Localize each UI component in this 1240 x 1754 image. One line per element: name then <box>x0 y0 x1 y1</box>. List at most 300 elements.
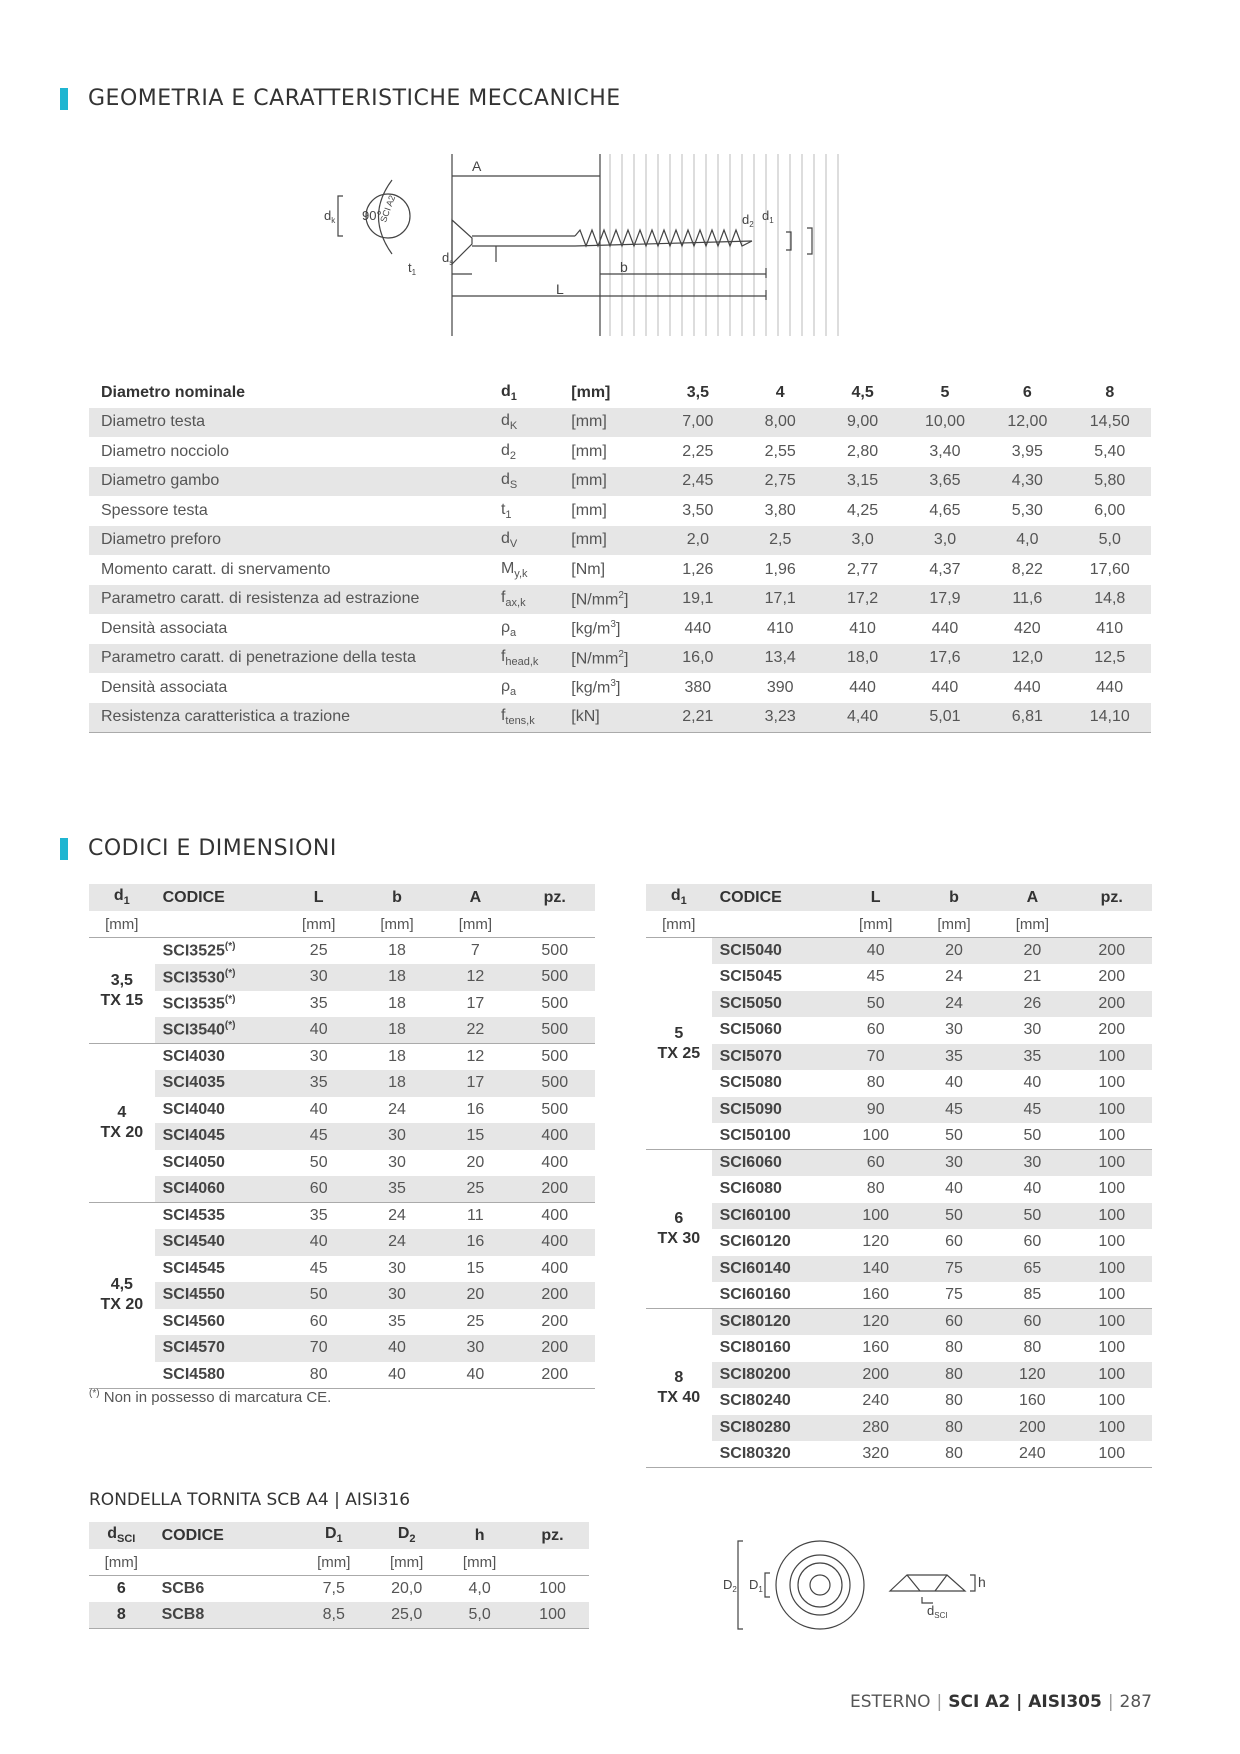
svg-text:90°: 90° <box>362 208 382 223</box>
cell-pz: 500 <box>541 942 569 959</box>
mech-row-value: 8,22 <box>1011 560 1043 578</box>
cell-pz: 100 <box>1072 1415 1152 1442</box>
product-code: SCI4045 <box>155 1123 280 1150</box>
table-row <box>646 1441 1152 1468</box>
cell-A: 65 <box>993 1256 1071 1283</box>
cell-L: 40 <box>837 938 915 965</box>
cell-b: 80 <box>945 1392 963 1410</box>
svg-text:D2: $D_2$ <box>723 1577 737 1594</box>
mech-row-symbol: $d_S$ <box>500 471 518 492</box>
mech-row-value: 1,96 <box>764 560 796 578</box>
mech-row <box>89 496 1151 526</box>
product-code: SCI4560 <box>162 1312 225 1330</box>
cell-A: 25 <box>466 1312 485 1330</box>
group-label: 6 TX 30 <box>646 1150 712 1309</box>
footer: ESTERNO | SCI A2 | AISI305 | 287 <box>849 1692 1152 1712</box>
mech-row-symbol: $f_{head,k}$ <box>500 648 539 669</box>
cell-b: 18 <box>358 1070 436 1097</box>
mech-row-value: 2,75 <box>764 472 796 490</box>
mech-row-symbol: $d_K$ <box>500 412 518 433</box>
mech-row-value: 11,6 <box>1012 590 1043 608</box>
product-code: SCI5045 <box>719 968 782 986</box>
mech-row-value: 12,00 <box>1007 413 1048 431</box>
table-row <box>89 1335 595 1362</box>
svg-text:ds: $d_s$ <box>442 250 454 267</box>
unit-label: [mm] <box>358 911 436 938</box>
cell-pz: 100 <box>1072 1256 1152 1283</box>
mech-row-value: 4,25 <box>847 501 879 519</box>
table-row <box>89 964 595 991</box>
mech-row-value: 440 <box>931 619 959 637</box>
svg-text:b: b <box>620 259 628 275</box>
mech-row-symbol: $d_V$ <box>500 530 518 551</box>
cell-A: 50 <box>993 1123 1071 1150</box>
mech-row <box>89 644 1151 674</box>
mech-row-value: 17,60 <box>1089 560 1130 578</box>
table-row <box>89 1602 589 1629</box>
col-D1: $D_1$ <box>297 1522 370 1549</box>
cell-A: 20 <box>993 938 1071 965</box>
cell-pz: 100 <box>516 1602 589 1629</box>
cell-b: 60 <box>945 1233 963 1251</box>
table-row <box>646 1070 1152 1097</box>
cell-L: 40 <box>280 1017 358 1044</box>
mech-row-value: 410 <box>766 619 794 637</box>
cell-A: 25 <box>436 1176 514 1203</box>
mech-row-value: 3,0 <box>851 531 874 549</box>
cell-pz: 100 <box>1098 1392 1126 1410</box>
mech-row-name: Densità associata <box>101 619 228 637</box>
svg-text:dk: $d_k$ <box>324 208 336 225</box>
mech-row-value: 390 <box>766 678 794 696</box>
mech-row-value: 440 <box>1096 678 1124 696</box>
cell-D1: 8,5 <box>297 1602 370 1629</box>
cell-pz: 100 <box>1072 1282 1152 1309</box>
product-code: SCI4535 <box>162 1207 225 1224</box>
group-label: 8 TX 40 <box>646 1309 712 1468</box>
mech-row-unit: $[kg/m^3]$ <box>571 619 621 638</box>
mech-row-value: 4,30 <box>1011 472 1043 490</box>
mech-row-name: Diametro gambo <box>101 472 220 490</box>
cell-b: 18 <box>388 994 406 1012</box>
cell-L: 100 <box>837 1123 915 1150</box>
svg-text:d2: $d_2$ <box>742 212 754 229</box>
table-row <box>89 1017 595 1044</box>
cell-D1: 7,5 <box>322 1580 345 1597</box>
table-row <box>89 1576 589 1603</box>
washer-table <box>89 1522 589 1629</box>
mech-row <box>89 673 1151 703</box>
table-row <box>89 938 595 965</box>
cell-dsci: 8 <box>89 1602 154 1629</box>
cell-b: 40 <box>945 1074 963 1092</box>
cell-b: 60 <box>915 1309 993 1336</box>
cell-pz: 200 <box>1072 938 1152 965</box>
mech-row <box>89 408 1151 438</box>
product-code: SCI4060 <box>155 1176 280 1203</box>
washer-units-row <box>89 1549 589 1576</box>
cell-pz: 100 <box>1098 1339 1126 1357</box>
col-pz: pz. <box>516 1522 589 1549</box>
col-b: b <box>358 884 436 911</box>
cell-b: 50 <box>915 1203 993 1230</box>
cell-b: 24 <box>915 991 993 1018</box>
cell-pz: 100 <box>1072 1441 1152 1468</box>
product-code: SCI5070 <box>712 1044 837 1071</box>
mech-row-value: 4,65 <box>929 501 961 519</box>
mech-row-value: 3,95 <box>1011 442 1043 460</box>
table-row <box>646 1362 1152 1389</box>
cell-pz: 200 <box>1098 1021 1126 1039</box>
mech-row-value: 5,0 <box>1098 531 1121 549</box>
cell-b: 24 <box>388 1207 406 1224</box>
table-row <box>646 1335 1152 1362</box>
mech-header-row <box>89 378 1151 408</box>
table-row <box>646 1309 1152 1336</box>
mech-row-value: 410 <box>1096 619 1124 637</box>
mech-row-unit: $[N/mm^2]$ <box>571 648 629 667</box>
product-code: SCI5050 <box>712 991 837 1018</box>
cell-dsci: 6 <box>116 1580 126 1597</box>
cell-A: 20 <box>466 1153 485 1171</box>
cell-A: 16 <box>436 1229 514 1256</box>
mech-row <box>89 614 1151 644</box>
table-row <box>646 938 1152 965</box>
cell-L: 35 <box>309 994 328 1012</box>
product-code: SCI3540(*) <box>155 1017 280 1044</box>
product-code: SCI5060 <box>719 1021 782 1039</box>
col-dsci: $d_{SCI}$ <box>89 1522 154 1549</box>
mech-row-symbol: $d_2$ <box>500 441 516 462</box>
table-row <box>89 1097 595 1124</box>
cell-b: 18 <box>358 964 436 991</box>
codes-header-row <box>646 884 1152 911</box>
svg-text:L: L <box>556 281 564 297</box>
product-code: SCI4550 <box>155 1282 280 1309</box>
cell-pz: 200 <box>1072 991 1152 1018</box>
mech-row-value: 14,10 <box>1089 708 1130 725</box>
washer-title: RONDELLA TORNITA SCB A4 | AISI316 <box>89 1490 411 1510</box>
mech-row-symbol: $\rho_a$ <box>500 618 517 639</box>
mech-row <box>89 555 1151 585</box>
mech-row-value: 4,0 <box>1016 531 1039 549</box>
mech-row-value: 420 <box>1013 619 1041 637</box>
cell-h: 4,0 <box>468 1580 491 1597</box>
product-code: SCI60120 <box>719 1233 791 1251</box>
product-code: SCB8 <box>154 1602 298 1629</box>
unit-label: [mm] <box>837 911 915 938</box>
cell-pz: 100 <box>1098 1074 1126 1092</box>
cell-A: 35 <box>993 1044 1071 1071</box>
cell-pz: 500 <box>515 964 595 991</box>
cell-b: 80 <box>915 1415 993 1442</box>
mech-row-value: 9,00 <box>847 413 879 431</box>
cell-L: 40 <box>280 1229 358 1256</box>
col-pz: pz. <box>1072 884 1152 911</box>
col-A: A <box>993 884 1071 911</box>
mech-row-value: 440 <box>684 619 712 637</box>
cell-b: 30 <box>915 1150 993 1177</box>
mech-row-value: 18,0 <box>847 649 879 667</box>
cell-L: 140 <box>837 1256 915 1283</box>
product-code: SCI4545 <box>162 1259 225 1277</box>
mech-row-value: 3,0 <box>933 531 957 549</box>
table-row <box>646 1203 1152 1230</box>
table-row <box>646 1415 1152 1442</box>
unit-label: [mm] <box>89 911 155 938</box>
accent-bar <box>60 88 68 110</box>
unit-label: [mm] <box>646 911 712 938</box>
product-code: SCI4050 <box>162 1153 225 1171</box>
cell-b: 30 <box>388 1259 406 1277</box>
product-code: SCI4035 <box>155 1070 280 1097</box>
product-code: SCI80320 <box>712 1441 837 1468</box>
table-row <box>646 1017 1152 1044</box>
mech-row-value: 4,40 <box>847 708 879 725</box>
col-A: A <box>436 884 514 911</box>
group-label: 4,5 TX 20 <box>89 1203 155 1389</box>
mech-row-value: 3,80 <box>764 501 796 519</box>
cell-A: 50 <box>993 1203 1071 1230</box>
screw-diagram <box>300 150 950 340</box>
accent-bar <box>60 838 68 860</box>
mech-row-value: 5,01 <box>929 708 961 725</box>
cell-A: 20 <box>436 1282 514 1309</box>
cell-A: 15 <box>436 1123 514 1150</box>
footer-product: SCI A2 | AISI305 <box>948 1692 1102 1712</box>
product-code: SCI3530(*) <box>155 964 280 991</box>
codes-header-row <box>89 884 595 911</box>
table-row <box>89 1309 595 1336</box>
cell-L: 80 <box>866 1074 885 1092</box>
mech-row-value: 2,55 <box>764 442 796 460</box>
col-pz: pz. <box>515 884 595 911</box>
mech-row-symbol: $\rho_a$ <box>500 677 517 698</box>
product-code: SCI3525(*) <box>162 941 236 960</box>
cell-b: 35 <box>388 1312 406 1330</box>
mech-header-value: 8 <box>1105 383 1115 401</box>
codes-table-right <box>646 884 1152 1468</box>
product-code: SCI50100 <box>712 1123 837 1150</box>
cell-A: 40 <box>1023 1180 1042 1198</box>
cell-A: 17 <box>436 1070 514 1097</box>
cell-b: 40 <box>358 1335 436 1362</box>
mech-row-value: 10,00 <box>924 413 965 431</box>
cell-pz: 100 <box>1072 1309 1152 1336</box>
table-row <box>646 964 1152 991</box>
product-code: SCI4570 <box>155 1335 280 1362</box>
cell-L: 35 <box>309 1207 328 1224</box>
cell-pz: 100 <box>1072 1203 1152 1230</box>
cell-A: 12 <box>466 1048 485 1065</box>
mech-header-value: 4 <box>775 383 785 401</box>
cell-A: 60 <box>993 1309 1071 1336</box>
cell-L: 80 <box>280 1362 358 1389</box>
table-row <box>89 1203 595 1230</box>
mech-row-symbol: $M_{y,k}$ <box>500 559 528 580</box>
col-h: h <box>443 1522 516 1549</box>
cell-A: 200 <box>993 1415 1071 1442</box>
product-code: SCI80280 <box>712 1415 837 1442</box>
product-code: SCI5090 <box>712 1097 837 1124</box>
mech-row-value: 5,40 <box>1094 442 1126 460</box>
mech-row-value: 12,5 <box>1094 649 1126 667</box>
product-code: SCI80120 <box>712 1309 837 1336</box>
mech-row-value: 3,50 <box>682 501 714 519</box>
mech-row-value: 17,9 <box>929 590 961 608</box>
cell-h: 5,0 <box>443 1602 516 1629</box>
cell-b: 75 <box>915 1256 993 1283</box>
cell-A: 12 <box>436 964 514 991</box>
mech-row-value: 8,00 <box>764 413 796 431</box>
cell-pz: 400 <box>515 1229 595 1256</box>
product-code: SCI5080 <box>719 1074 782 1092</box>
cell-L: 80 <box>866 1180 885 1198</box>
cell-A: 22 <box>436 1017 514 1044</box>
mech-row-value: 410 <box>849 619 876 637</box>
mech-row-value: 17,2 <box>847 590 879 608</box>
unit-label: [mm] <box>89 1549 154 1576</box>
cell-L: 60 <box>866 1021 885 1039</box>
mech-row <box>89 437 1151 467</box>
cell-pz: 200 <box>515 1176 595 1203</box>
cell-b: 30 <box>358 1123 436 1150</box>
svg-text:D1: $D_1$ <box>749 1577 763 1594</box>
table-row <box>89 1229 595 1256</box>
cell-D2: 20,0 <box>391 1580 423 1597</box>
cell-pz: 400 <box>541 1207 569 1224</box>
cell-pz: 500 <box>541 1048 569 1065</box>
cell-b: 18 <box>388 1048 406 1065</box>
cell-L: 50 <box>837 991 915 1018</box>
cell-L: 35 <box>280 1070 358 1097</box>
table-row <box>646 1150 1152 1177</box>
product-code: SCI3535(*) <box>162 994 236 1013</box>
mech-row-value: 440 <box>1013 678 1041 696</box>
mech-row-value: 2,0 <box>686 531 709 549</box>
cell-pz: 200 <box>515 1282 595 1309</box>
mech-row-unit: [mm] <box>571 531 607 549</box>
mech-row-value: 440 <box>849 678 876 696</box>
cell-A: 240 <box>993 1441 1071 1468</box>
cell-L: 120 <box>837 1309 915 1336</box>
unit-label: [mm] <box>280 911 358 938</box>
col-code: CODICE <box>155 884 280 911</box>
cell-b: 40 <box>945 1180 963 1198</box>
mech-row-name: Densità associata <box>101 678 228 696</box>
table-row <box>89 1150 595 1177</box>
mech-row-value: 2,77 <box>847 560 879 578</box>
mech-row <box>89 585 1151 615</box>
section-title-geometry <box>60 86 621 111</box>
svg-text:t1: $t_1$ <box>408 260 417 277</box>
mech-row <box>89 703 1151 733</box>
cell-L: 160 <box>837 1282 915 1309</box>
mech-row-value: 4,37 <box>929 560 961 578</box>
cell-pz: 500 <box>515 1070 595 1097</box>
mech-row-unit: $[kg/m^3]$ <box>571 678 621 697</box>
cell-A: 120 <box>993 1362 1071 1389</box>
mech-row-value: 14,50 <box>1089 413 1130 431</box>
mech-row-value: 3,15 <box>847 472 879 490</box>
cell-pz: 500 <box>541 1100 569 1118</box>
svg-text:h: h <box>978 1574 986 1590</box>
cell-L: 120 <box>862 1233 890 1251</box>
cell-pz: 100 <box>539 1580 566 1597</box>
col-d: $d_1$ <box>89 884 155 911</box>
cell-A: 7 <box>470 942 480 959</box>
mech-row-value: 380 <box>684 678 712 696</box>
cell-pz: 200 <box>1098 968 1126 986</box>
washer-header-row <box>89 1522 589 1549</box>
cell-L: 30 <box>280 964 358 991</box>
mech-row-value: 6,81 <box>1011 708 1043 725</box>
mech-header-value: 3,5 <box>686 383 709 401</box>
svg-text:dSCI: $d_{SCI}$ <box>927 1603 948 1620</box>
cell-pz: 100 <box>1072 1044 1152 1071</box>
mech-row-value: 14,8 <box>1094 590 1126 608</box>
cell-L: 45 <box>280 1123 358 1150</box>
cell-L: 60 <box>280 1176 358 1203</box>
unit-label: [mm] <box>915 911 993 938</box>
cell-b: 24 <box>388 1100 406 1118</box>
table-row <box>89 991 595 1018</box>
mech-row-value: 12,0 <box>1011 649 1043 667</box>
unit-label: [mm] <box>436 911 514 938</box>
washer-diagram <box>715 1535 1015 1635</box>
cell-b: 80 <box>945 1339 963 1357</box>
cell-L: 100 <box>837 1203 915 1230</box>
mech-row-value: 2,5 <box>769 531 792 549</box>
table-row <box>646 1044 1152 1071</box>
cell-A: 15 <box>466 1259 485 1277</box>
table-row <box>646 1097 1152 1124</box>
table-row <box>646 1388 1152 1415</box>
cell-L: 25 <box>309 942 328 959</box>
cell-b: 30 <box>358 1282 436 1309</box>
table-row <box>646 1229 1152 1256</box>
mech-row-unit: [mm] <box>571 472 607 490</box>
mech-row-value: 6,00 <box>1094 501 1126 519</box>
col-b: b <box>915 884 993 911</box>
mech-row-symbol: $f_{ax,k}$ <box>500 589 526 610</box>
mech-row-value: 3,23 <box>764 708 796 725</box>
cell-A: 30 <box>436 1335 514 1362</box>
mech-row-value: 2,45 <box>682 472 714 490</box>
mech-row-unit: [mm] <box>571 442 607 460</box>
mech-row-unit: $[N/mm^2]$ <box>571 589 629 608</box>
unit-label: [mm] <box>370 1549 443 1576</box>
mech-row-symbol: $f_{tens,k}$ <box>500 706 535 728</box>
mech-header-value: 5 <box>940 383 950 401</box>
mech-row-value: 1,26 <box>682 560 714 578</box>
mech-row-unit: [kN] <box>571 708 600 725</box>
cell-pz: 200 <box>541 1312 569 1330</box>
table-row <box>89 1256 595 1283</box>
mech-row-value: 19,1 <box>682 590 714 608</box>
mech-header-name: Diametro nominale <box>101 383 246 401</box>
cell-L: 280 <box>837 1415 915 1442</box>
cell-pz: 100 <box>1072 1362 1152 1389</box>
col-L: L <box>837 884 915 911</box>
mech-row-value: 440 <box>931 678 959 696</box>
product-code: SCI80240 <box>719 1392 791 1410</box>
mech-row-value: 13,4 <box>764 649 796 667</box>
product-code: SCI6080 <box>719 1180 782 1198</box>
mech-row-unit: [Nm] <box>571 560 606 578</box>
mech-row-symbol: $t_1$ <box>500 500 512 521</box>
mech-row-value: 5,80 <box>1094 472 1126 490</box>
